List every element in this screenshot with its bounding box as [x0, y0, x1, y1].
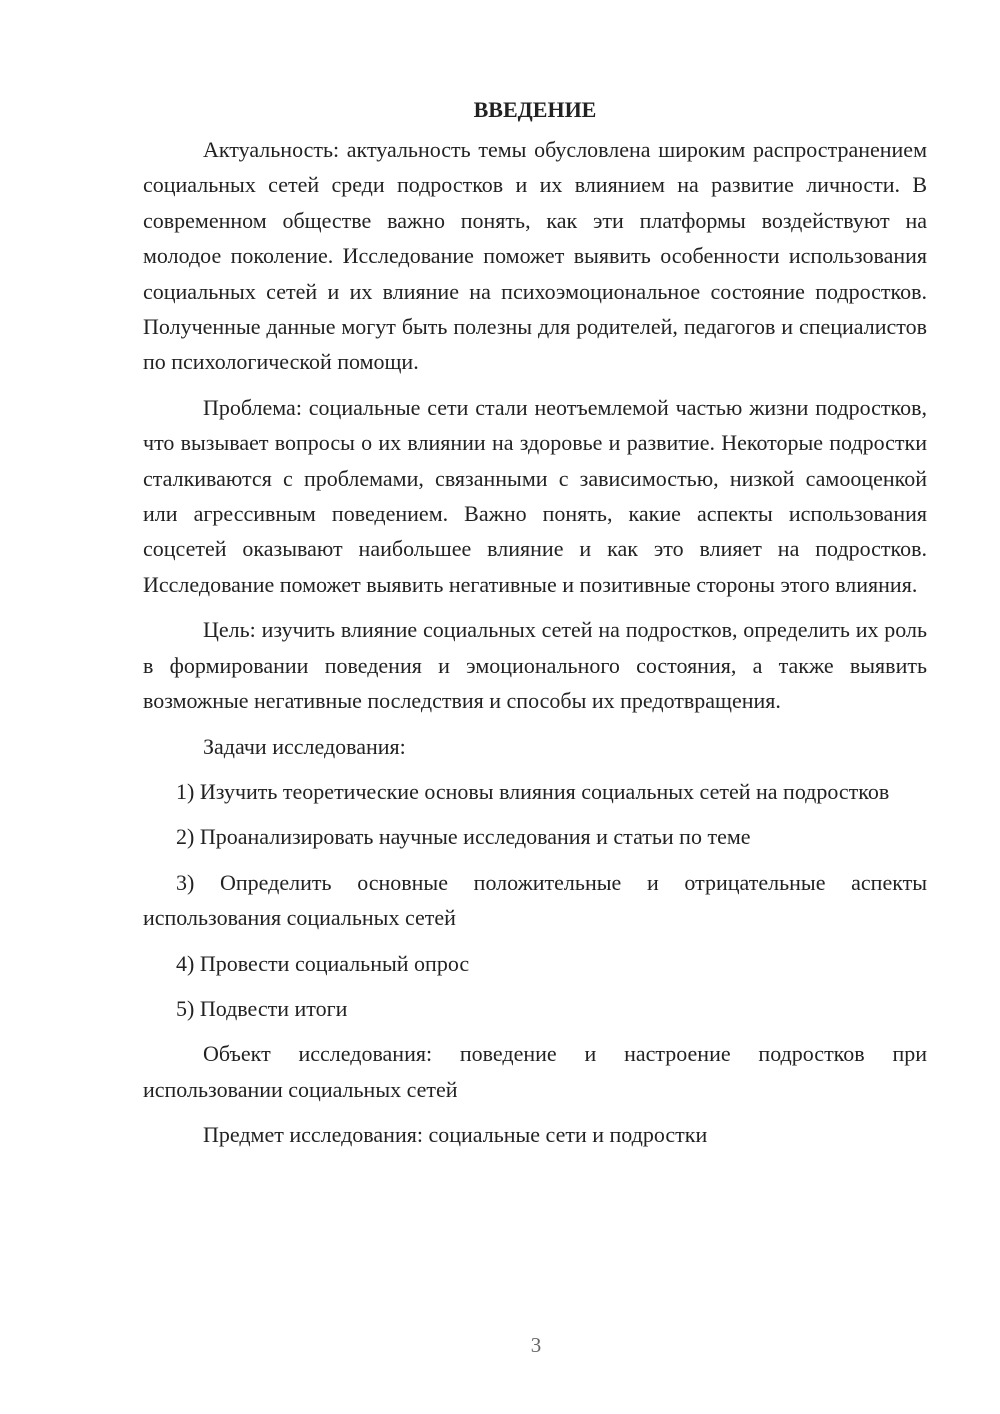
tasks-heading: Задачи исследования:	[203, 733, 406, 759]
section-title: ВВЕДЕНИЕ	[473, 97, 597, 122]
task-item: 5) Подвести итоги	[176, 995, 348, 1021]
page-number: 3	[530, 1333, 542, 1357]
problem-paragraph: Проблема: социальные сети стали неотъемлемой частью жизни подростков, что вызывает вопросы о их влиянии на здоровье и развитие. Некоторые подростки сталкиваются с проблемами, связанными с зависимостью, низкой самооценкой или агрессивным поведением. Важно понять, какие аспекты использования соцсетей оказывают наибольшее влияние и как это влияет на подростков. Исследование поможет выявить негативные и позитивные стороны этого влияния.	[143, 394, 927, 597]
task-item: 4) Провести социальный опрос	[176, 950, 470, 976]
relevance-paragraph: Актуальность: актуальность темы обусловлена широким распространением социальных сетей среди подростков и их влиянием на развитие личности. В современном обществе важно понять, как эти платформы воздействуют на молодое поколение. Исследование поможет выявить особенности использования социальных сетей и их влияние на психоэмоциональное состояние подростков. Полученные данные могут быть полезны для родителей, педагогов и специалистов по психологической помощи.	[143, 137, 927, 375]
task-item: 2) Проанализировать научные исследования и статьи по теме	[176, 824, 751, 850]
task-item: 3) Определить основные положительные и отрицательные аспекты использования социальных сетей	[143, 869, 927, 931]
page-content	[143, 92, 927, 1163]
research-subject-paragraph: Предмет исследования: социальные сети и подростки	[203, 1122, 708, 1148]
research-object-paragraph: Объект исследования: поведение и настроение подростков при использовании социальных сетей	[143, 1041, 927, 1102]
goal-paragraph: Цель: изучить влияние социальных сетей на подростков, определить их роль в формировании поведения и эмоционального состояния, а также выявить возможные негативные последствия и способы их предотвращения.	[143, 617, 927, 714]
task-item: 1) Изучить теоретические основы влияния социальных сетей на подростков	[176, 778, 890, 804]
